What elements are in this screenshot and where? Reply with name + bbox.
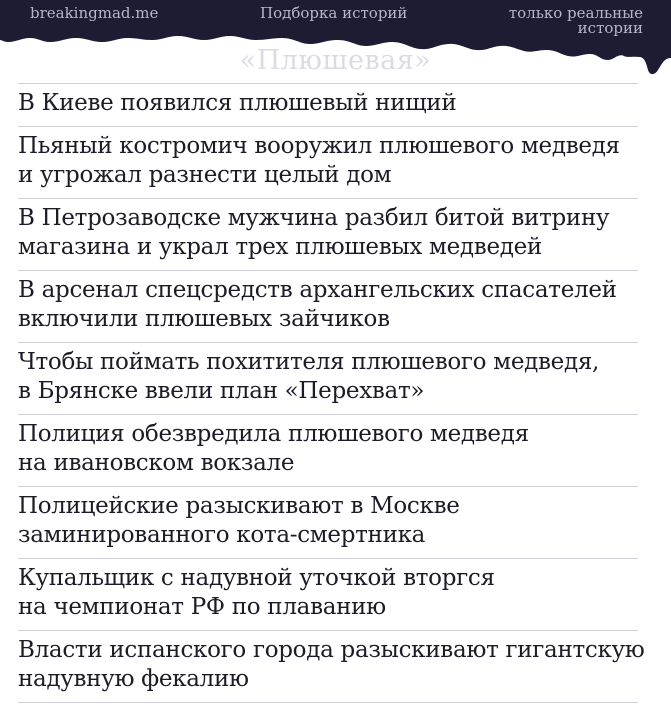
story-line: магазина и украл трех плюшевых медведей (18, 234, 542, 260)
story-list (18, 83, 645, 703)
story-line: и угрожал разнести целый дом (18, 162, 392, 188)
story-line: на ивановском вокзале (18, 450, 295, 476)
tagline-line-1: только реальные (508, 4, 643, 22)
story-line: В арсенал спецсредств архангельских спасателей (18, 277, 617, 303)
story-item[interactable] (18, 342, 638, 414)
story-line: Купальщик с надувной уточкой вторгся (18, 565, 495, 591)
story-line: надувную фекалию (18, 666, 249, 692)
story-line: Полицейские разыскивают в Москве (18, 493, 460, 519)
story-line: Чтобы поймать похитителя плюшевого медведя, (18, 349, 600, 375)
story-line: В Петрозаводске мужчина разбил битой витрину (18, 205, 610, 231)
section-label: Подборка историй (260, 4, 408, 22)
story-item[interactable] (18, 414, 638, 486)
story-line: Власти испанского города разыскивают гигантскую (18, 637, 645, 663)
story-item[interactable] (18, 486, 638, 558)
story-line: заминированного кота-смертника (18, 522, 426, 548)
story-line: в Брянске ввели план «Перехват» (18, 378, 425, 404)
site-name[interactable]: breakingmad.me (30, 4, 159, 22)
story-line: Пьяный костромич вооружил плюшевого медведя (18, 133, 620, 159)
story-item[interactable] (18, 630, 645, 703)
story-line: включили плюшевых зайчиков (18, 306, 390, 332)
story-item[interactable] (18, 270, 638, 342)
story-line: В Киеве появился плюшевый нищий (18, 90, 457, 116)
story-item[interactable] (18, 558, 638, 630)
tagline (493, 6, 643, 36)
story-line: Полиция обезвредила плюшевого медведя (18, 421, 529, 447)
page-title: «Плюшевая» (239, 45, 432, 76)
story-item[interactable] (18, 83, 638, 126)
story-item[interactable] (18, 198, 638, 270)
tagline-line-2: истории (577, 19, 643, 37)
story-item[interactable] (18, 126, 638, 198)
story-line: на чемпионат РФ по плаванию (18, 594, 386, 620)
